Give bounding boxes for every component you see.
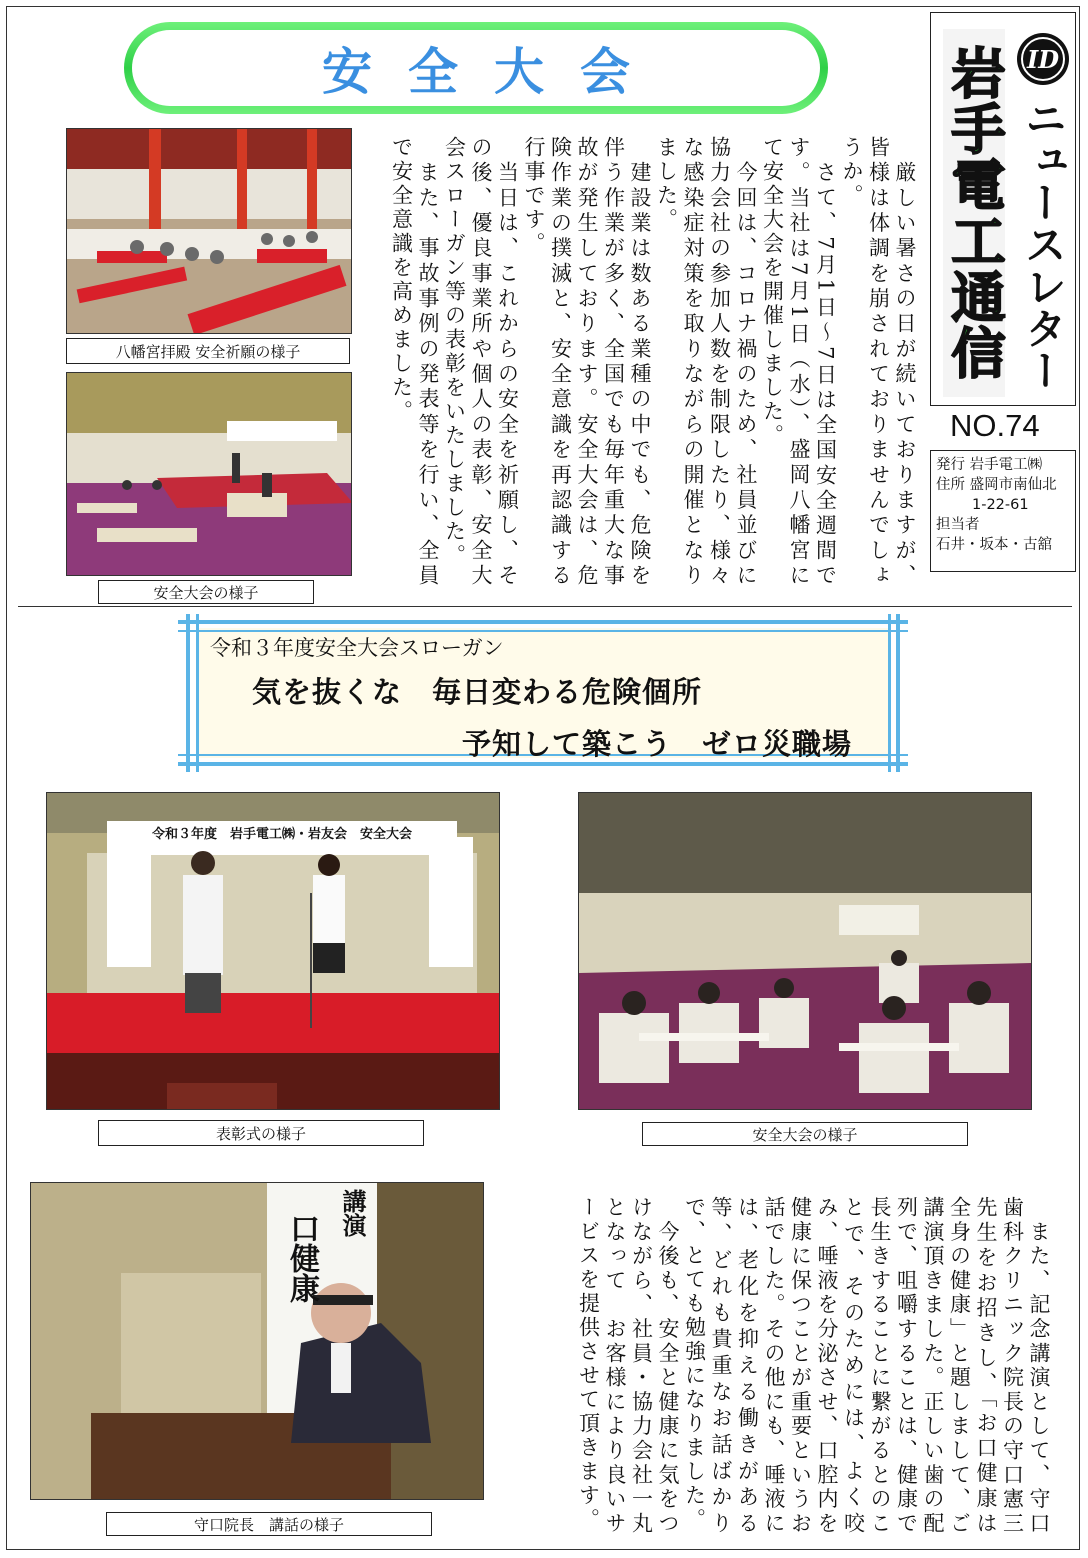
slogan-heading: 令和３年度安全大会スローガン — [210, 636, 504, 660]
caption-photo1: 八幡宮拝殿 安全祈願の様子 — [66, 338, 350, 364]
photo-lecture — [30, 1182, 484, 1500]
paragraph: また、記念講演として、守口歯科クリニック院長の守口憲三先生をお招きし、「お口健康は全身の健康」と題しまして、ご講演頂きました。正しい歯の配列で、咀嚼することは、健康で長生きすることに繋がるとのことで、そのためには、よく咬み、唾液を分泌させ、口腔内を健康に保つことが重要というお話でした。その他にも、唾液には、老化を抑える働きがある等、どれも貴重なお話ばかりで、とても勉強になりました。 — [682, 1196, 1051, 1536]
contact-names: 石井・坂本・古舘 — [936, 537, 1052, 553]
masthead-title: 岩手電工通信 — [943, 29, 1005, 397]
contact-label: 担当者 — [936, 517, 980, 533]
company-logo-icon: ID — [1017, 33, 1069, 85]
paragraph: さて、7月1日～7日は全国安全週間です。当社は7月1日（水）、盛岡八幡宮にて安全大会を開催しました。 — [760, 136, 838, 588]
article-intro — [382, 136, 918, 588]
caption-photo2: 安全大会の様子 — [98, 580, 314, 604]
section-divider — [18, 606, 1072, 607]
photo-shrine-hall — [66, 128, 352, 334]
award-banner-text: 令和３年度 岩手電工㈱・岩友会 安全大会 — [151, 827, 412, 842]
caption-photo3: 表彰式の様子 — [98, 1120, 424, 1146]
address-number: 1-22-61 — [972, 497, 1029, 513]
masthead-subtitle: ニュースレター — [1019, 97, 1068, 391]
publisher: 発行 岩手電工㈱ — [936, 457, 1043, 473]
paragraph: また、事故事例の発表等を行い、全員で安全意識を高めました。 — [389, 136, 440, 588]
page-title: 安全大会 — [322, 43, 666, 101]
masthead — [930, 12, 1076, 406]
lecture-sign-title: 口健康 — [284, 1213, 319, 1303]
article-lecture — [512, 1196, 1052, 1536]
paragraph: 今後も、安全と健康に気をつけながら、社員・協力会社一丸となって お客様により良いサービスを提供させて頂きます。 — [576, 1196, 680, 1536]
caption-photo5: 守口院長 講話の様子 — [106, 1512, 432, 1536]
address: 住所 盛岡市南仙北 — [936, 477, 1057, 493]
paragraph: 当日は、これからの安全を祈願し、その後、優良事業所や個人の表彰、安全大会スローガン等の表彰をいたしました。 — [442, 136, 520, 588]
publisher-info — [930, 450, 1076, 572]
paragraph: 厳しい暑さの日が続いておりますが、皆様は体調を崩されておりませんでしょうか。 — [840, 136, 917, 588]
paragraph: 今回は、コロナ禍のため、社員並びに協力会社の参加人数を制限したり、様々な感染症対策を取りながらの開催となりました。 — [654, 136, 758, 588]
lecture-sign: 講演 — [338, 1189, 366, 1237]
issue-number: NO.74 — [950, 408, 1040, 443]
paragraph: 建設業は数ある業種の中でも、危険を伴う作業が多く、全国でも毎年重大な事故が発生しております。安全大会は、危険作業の撲滅と、安全意識を再認識する行事です。 — [522, 136, 652, 588]
slogan-line1: 気を抜くな 毎日変わる危険個所 — [252, 675, 703, 709]
photo-assembly-audience — [578, 792, 1032, 1110]
caption-photo4: 安全大会の様子 — [642, 1122, 968, 1146]
photo-assembly-hall — [66, 372, 352, 576]
slogan-line2: 予知して築こう ゼロ災職場 — [462, 727, 853, 761]
title-banner — [124, 22, 828, 114]
photo-award-ceremony — [46, 792, 500, 1110]
